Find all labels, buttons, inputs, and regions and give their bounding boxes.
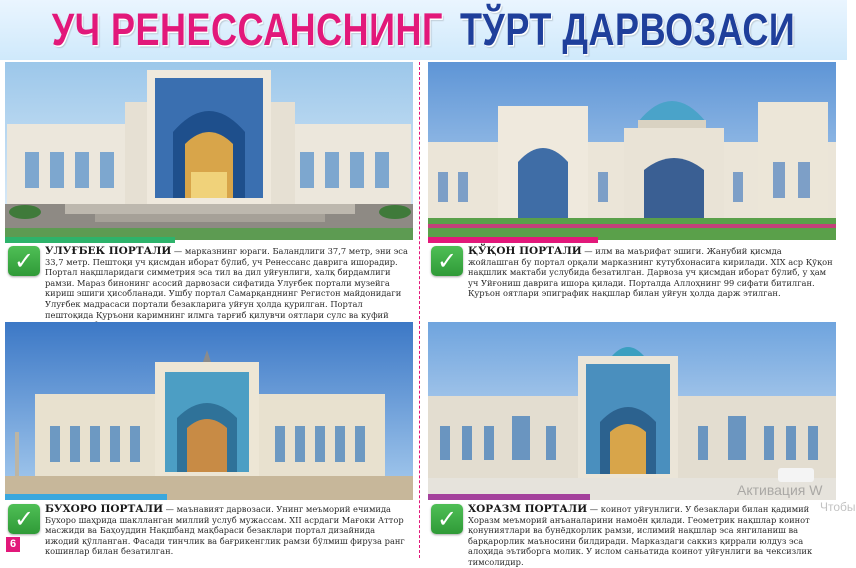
title-turt-darvozasi: ТЎРТ ДАРВОЗАСИ: [460, 3, 796, 55]
ulugbek-portal-name: УЛУҒБЕК ПОРТАЛИ: [45, 245, 172, 257]
ulugbek-portal-text: — марказнинг юраги. Баландлиги 37,7 метр, эни эса 33,7 метр. Пештоқи уч қисмдан иборат бўлиб, уч Ренессанс даврига ишорадир. Портал нақшларидаги симметрия эса тил ва дил уйғунлиги, халқ бирдамлиги рамзи. Мараз бинонинг асосий дарвозаси сифатида Улуғбек портали музейга кириш эшиги ҳисобланади. Ушбу портал Самарқанднинг Регистон майдонидаги Улуғбек мадрасаси портали безакларига уйғун ҳолда қурилган. Портал пештоқида Қуръони каримнинг илмга тарғиб қилувчи оятлари сулс ва куфий: [45, 246, 408, 320]
panel-ulugbek-portal: [5, 62, 413, 320]
activation-watermark: Активация W: [737, 482, 823, 498]
khorezm-description: [468, 504, 834, 568]
ulugbek-checkmark-icon: ✓: [8, 246, 40, 276]
ulugbek-description: [45, 246, 411, 331]
bukhara-description: [45, 504, 411, 557]
kokand-checkmark-icon: ✓: [431, 246, 463, 276]
panel-khorezm-portal: [428, 322, 836, 567]
bukhara-portal-text: — маънавият дарвозаси. Унинг меъморий ечимида Бухоро шаҳрида шаклланган миллий услуб мужассам. XII асрдаги Мағоки Аттор масжиди ва Баҳоуддин Нақшбанд мақбараси безаклари портал дизайнида ижодий қўлланган. Фасади тинчлик ва бағрикенглик рамзи бўлмиш фируза ранг кошинлар билан безатилган.: [45, 504, 405, 557]
panel-kokand-portal: [428, 62, 836, 316]
bukhara-checkmark-icon: ✓: [8, 504, 40, 534]
khorezm-checkmark-icon: ✓: [431, 504, 463, 534]
khorezm-portal-name: ХОРАЗМ ПОРТАЛИ: [468, 503, 588, 515]
kokand-portal-name: ҚЎҚОН ПОРТАЛИ: [468, 245, 582, 257]
page-number: 6: [6, 537, 20, 552]
bukhara-portal-photo: [5, 322, 413, 500]
bukhara-portal-name: БУХОРО ПОРТАЛИ: [45, 503, 164, 515]
ulugbek-portal-photo: [5, 62, 413, 240]
panel-bukhara-portal: [5, 322, 413, 557]
center-divider: [419, 62, 420, 558]
kokand-portal-photo: [428, 62, 836, 240]
khorezm-portal-photo: [428, 322, 836, 500]
kokand-portal-text: — илм ва маърифат эшиги. Жанубий қисмда жойлашган бу портал орқали марказнинг кутубхонасига кирилади. XIX аср Қўқон нақшлик мактаби услубида безатилган. Дарвоза уч қисмдан иборат бўлиб, у ҳам уч Уйғониш даврига ишора қилади. Порталда Аллоҳнинг 99 сифати битилган. Қуръон оятлари эпиграфик нақшлар билан уйғун ҳолда дарж этилган.: [468, 246, 833, 299]
bukhara-accent-bar: [5, 494, 167, 500]
title-uch-renessansning: УЧ РЕНЕССАНСНИНГ: [51, 3, 443, 55]
kokand-description: [468, 246, 834, 299]
ulugbek-accent-bar: [5, 237, 175, 243]
activation-watermark-subtext: Чтобы: [820, 500, 856, 514]
khorezm-portal-text: — коинот уйғунлиги. У безаклари билан қадимий Хоразм меъморий анъаналарини намоён қилади. Геометрик нақшлар коинот қонуниятлари ва бунёдкорлик рамзи, ислимий нақшлар эса янгиланиш ва барқарорлик маъносини билдиради. Марказдаги саккиз қиррали юлдуз эса алоҳида эътиборга молик. У ислом саньатида коинот уйғунлиги ва чексизлик тимсолидир.: [468, 504, 813, 567]
kokand-accent-bar: [428, 237, 598, 243]
khorezm-accent-bar: [428, 494, 590, 500]
page-header: [0, 0, 847, 60]
